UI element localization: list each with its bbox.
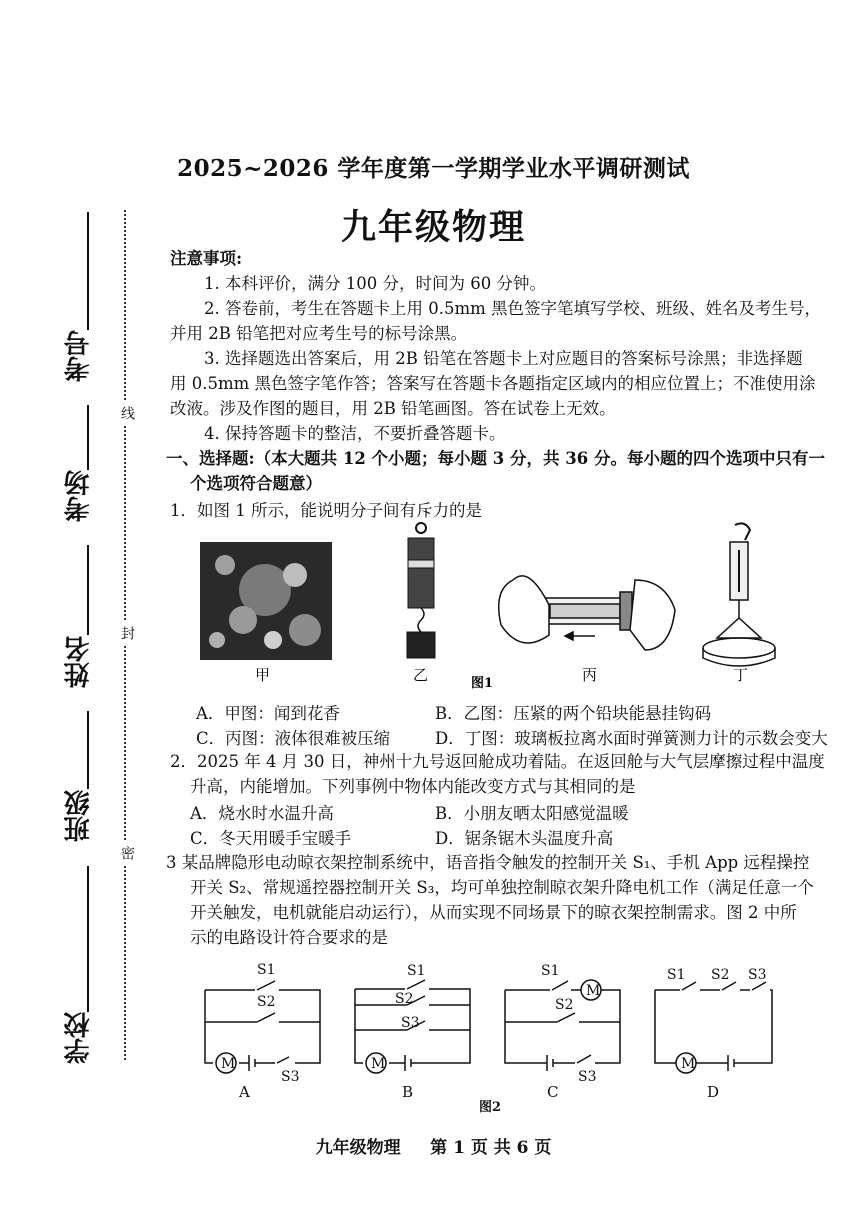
notice-item-2-cont: 并用 2B 铅笔把对应考生号的标号涂黑。: [170, 324, 468, 343]
circuit-d-label: D: [707, 1083, 720, 1101]
notice-item-3: 3. 选择题选出答案后，用 2B 铅笔在答题卡上对应题目的答案标号涂黑；非选择题: [204, 349, 803, 368]
circuit-a-label: A: [239, 1083, 250, 1101]
q2-option-b: B．小朋友晒太阳感觉温暖: [435, 804, 629, 823]
figure-2-caption: 图2: [479, 1100, 502, 1115]
circuit-b-s1: S1: [407, 963, 426, 979]
figure-1-photo-smelling-flowers: [200, 542, 332, 660]
figure-1-syringe: [499, 576, 675, 650]
section-1-heading: 一、选择题:（本大题共 12 个小题；每小题 3 分，共 36 分。每小题的四个选项中只有一: [166, 449, 825, 468]
q2-option-c: C．冬天用暖手宝暖手: [190, 829, 352, 848]
circuit-d-s1: S1: [667, 967, 686, 983]
circuit-c-s2: S2: [555, 997, 574, 1013]
circuit-c-motor: M: [586, 983, 601, 999]
binding-mark-line: 线: [117, 402, 137, 424]
q3-stem-cont-2: 开关触发，电机就能启动运行），从而实现不同场景下的晾衣架控制需求。图 2 中所: [190, 903, 797, 922]
q3-stem-cont-3: 示的电路设计符合要求的是: [190, 928, 388, 947]
binding-mark-seal: 封: [117, 622, 137, 644]
q2-option-d: D．锯条锯木头温度升高: [435, 829, 614, 848]
footer-subject: 九年级物理: [315, 1138, 401, 1158]
notice-item-3-cont-1: 用 0.5mm 黑色签字笔作答；答案写在答题卡各题指定区域内的相应位置上；不准使用涂: [170, 374, 816, 393]
notice-item-1: 1. 本科评价，满分 100 分，时间为 60 分钟。: [204, 274, 546, 293]
subject-title: 九年级物理: [340, 208, 526, 248]
q3-stem-cont-1: 开关 S₂、常规遥控器控制开关 S₃，均可单独控制晾衣架升降电机工作（满足任意一个: [190, 878, 814, 897]
school-line: [87, 866, 89, 1012]
class-label: 班级: [64, 790, 94, 842]
name-label: 姓名: [64, 636, 94, 688]
figure-1-label-ding: 丁: [733, 666, 749, 684]
circuit-b-s3: S3: [401, 1015, 420, 1031]
figure-1-spring-scale: [703, 523, 775, 666]
notice-item-2: 2. 答卷前，考生在答题卡上用 0.5mm 黑色签字笔填写学校、班级、姓名及考生号，: [204, 299, 822, 318]
q2-stem: 2．2025 年 4 月 30 日，神州十九号返回舱成功着陆。在返回舱与大气层摩擦过程中温度: [170, 752, 825, 771]
circuit-d-s2: S2: [711, 967, 730, 983]
exam-room-line: [87, 405, 89, 470]
circuit-c-label: C: [547, 1083, 559, 1101]
circuit-d-motor: M: [681, 1056, 696, 1072]
circuit-c: [505, 980, 620, 1071]
circuit-b-motor: M: [371, 1056, 386, 1072]
q1-stem: 1．如图 1 所示，能说明分子间有斥力的是: [170, 501, 482, 520]
q1-option-b: B．乙图：压紧的两个铅块能悬挂钩码: [435, 704, 712, 723]
circuit-a-s1: S1: [257, 962, 276, 978]
circuit-c-s1: S1: [541, 963, 560, 979]
circuit-b-s2: S2: [395, 991, 414, 1007]
q1-option-d: D．丁图：玻璃板拉离水面时弹簧测力计的示数会变大: [435, 729, 828, 748]
circuit-b-label: B: [402, 1083, 414, 1101]
circuit-a-motor: M: [221, 1056, 236, 1072]
circuit-c-s3: S3: [578, 1069, 597, 1085]
q1-option-c: C．丙图：液体很难被压缩: [196, 729, 391, 748]
figure-2: [195, 955, 795, 1120]
page-footer: [0, 1133, 867, 1158]
q2-option-a: A．烧水时水温升高: [190, 804, 334, 823]
notice-item-3-cont-2: 改液。涉及作图的题目，用 2B 铅笔画图。答在试卷上无效。: [170, 399, 616, 418]
section-1-heading-cont: 个选项符合题意）: [190, 474, 322, 493]
exam-room-label: 考场: [64, 470, 94, 522]
circuit-a-s3: S3: [281, 1069, 300, 1085]
notice-item-4: 4. 保持答题卡的整洁，不要折叠答题卡。: [204, 424, 506, 443]
circuit-a-s2: S2: [257, 994, 276, 1010]
figure-1-label-jia: 甲: [255, 666, 271, 684]
circuit-d-s3: S3: [748, 967, 767, 983]
figure-1-label-yi: 乙: [413, 666, 429, 684]
q1-option-a: A．甲图：闻到花香: [196, 704, 340, 723]
circuit-d: [655, 982, 772, 1073]
name-line: [87, 545, 89, 635]
binding-mark-secret: 密: [117, 842, 137, 864]
class-line: [87, 711, 89, 789]
figure-1-label-bing: 丙: [582, 666, 598, 684]
figure-1-caption: 图1: [471, 676, 494, 691]
footer-page-number: 第 1 页 共 6 页: [430, 1138, 552, 1158]
figure-1: [195, 520, 805, 695]
exam-title: 2025~2026 学年度第一学期学业水平调研测试: [177, 155, 690, 182]
school-label: 学校: [64, 1012, 94, 1064]
q2-stem-cont: 升高，内能增加。下列事例中物体内能改变方式与其相同的是: [190, 777, 636, 796]
exam-number-line: [87, 212, 89, 330]
exam-number-label: 考号: [64, 330, 94, 382]
q3-stem: 3 某品牌隐形电动晾衣架控制系统中，语音指令触发的控制开关 S₁、手机 App 远程操控: [166, 853, 810, 872]
notice-heading: 注意事项:: [170, 249, 243, 268]
figure-1-lead-blocks: [407, 523, 435, 658]
